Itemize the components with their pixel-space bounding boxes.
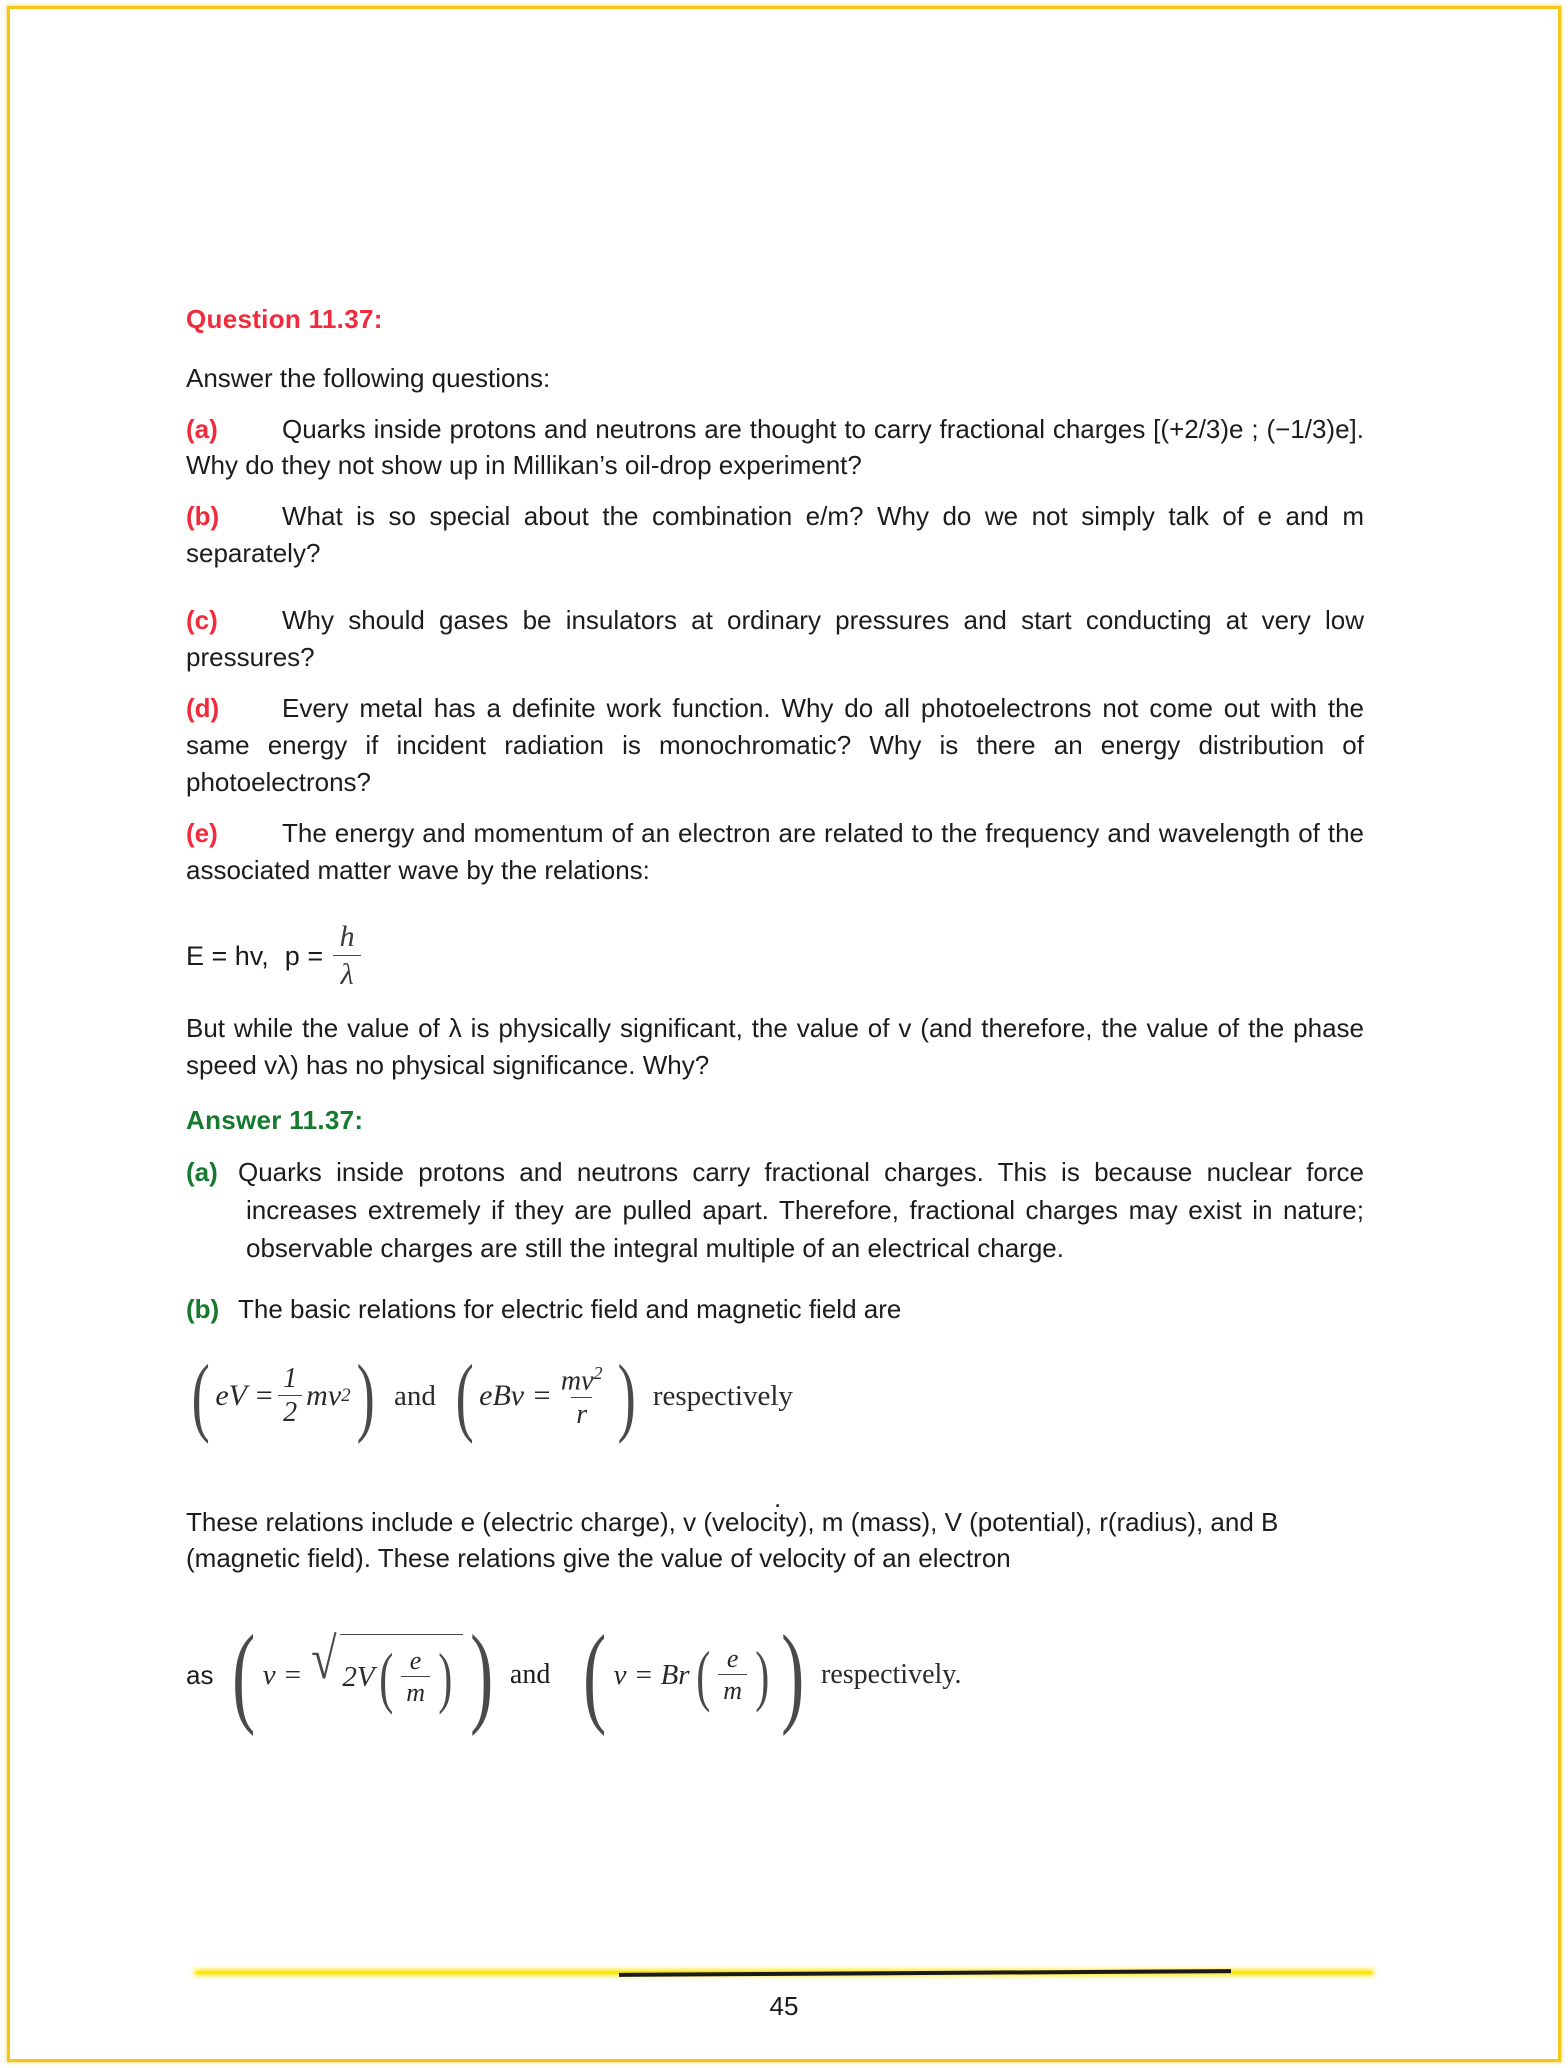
- question-text-a: Quarks inside protons and neutrons are thought to carry fractional charges [(+2/3)e ; (−1/3)e]. Why do they not show up in Millikan’s oil-drop experiment?: [186, 413, 1364, 481]
- answer-text-a: Quarks inside protons and neutrons carry fractional charges. This is because nuclear force increases extremely if they are pulled apart. Therefore, fractional charges may exist in nature; observable charges are still the integral multiple of an electrical charge.: [238, 1156, 1364, 1264]
- answer-marker-b: (b): [186, 1293, 220, 1324]
- fraction-numerator-1: 1: [283, 1363, 298, 1395]
- question-intro: Answer the following questions:: [186, 362, 551, 393]
- equation-v-lhs-2: v = Br: [613, 1658, 690, 1691]
- fraction-numerator-exponent: 2: [593, 1362, 603, 1383]
- fraction-h-over-lambda: [333, 922, 361, 990]
- question-marker-e: (e): [186, 817, 218, 848]
- page-number: 45: [769, 1991, 799, 2021]
- answer-item-b: [186, 1290, 1364, 1328]
- equation-root-coefficient: 2V: [342, 1660, 375, 1693]
- radical-icon: √: [311, 1625, 338, 1691]
- left-paren-inner-1-icon: (: [378, 1638, 393, 1715]
- stray-period: .: [774, 1483, 782, 1513]
- fraction-denominator-m-1: m: [401, 1676, 430, 1706]
- question-closing-text: But while the value of λ is physically significant, the value of v (and therefore, the value of the phase speed vλ) has no physical significance. Why?: [186, 1013, 1364, 1081]
- question-text-c: Why should gases be insulators at ordinary pressures and start conducting at very low pressures?: [186, 605, 1364, 673]
- fraction-numerator-h: h: [339, 920, 355, 954]
- question-text-b: What is so special about the combination e/m? Why do we not simply talk of e and m separately?: [186, 501, 1364, 569]
- fraction-denominator-lambda: λ: [333, 955, 361, 990]
- equation-ev-lhs: eV =: [215, 1379, 275, 1413]
- left-paren-2-icon: (: [455, 1347, 474, 1445]
- right-paren-4-icon: ): [780, 1612, 804, 1737]
- fraction-denominator-r: r: [571, 1397, 592, 1429]
- fraction-numerator-e-1: e: [409, 1646, 422, 1675]
- question-item-c: [186, 602, 1364, 676]
- equation-mv-exponent: 2: [341, 1385, 351, 1407]
- radicand: [340, 1634, 462, 1717]
- fraction-e-over-m-2: [718, 1646, 747, 1704]
- equation-conjunction-and-2: and: [509, 1659, 551, 1690]
- answer-item-a: [186, 1153, 1364, 1268]
- question-item-e: [186, 815, 1364, 889]
- question-marker-d: (d): [186, 692, 220, 723]
- question-text-d: Every metal has a definite work function. Why do all photoelectrons not come out with the same energy if incident radiation is monochromatic? Why is there an energy distribution of photoelectrons?: [186, 692, 1364, 797]
- equation-trailing-respectively-1: respectively: [652, 1379, 793, 1412]
- question-heading: Question 11.37:: [186, 304, 383, 334]
- question-marker-a: (a): [186, 413, 218, 444]
- equation-ebv-lhs: eBv =: [479, 1379, 552, 1413]
- equation-mv-term: mv: [306, 1379, 342, 1413]
- question-marker-c: (c): [186, 605, 218, 636]
- question-item-b: [186, 498, 1364, 572]
- left-paren-4-icon: (: [583, 1612, 607, 1737]
- fraction-numerator-mv: mv: [560, 1364, 594, 1396]
- question-item-d: [186, 690, 1364, 801]
- question-item-a: [186, 411, 1364, 485]
- question-text-e: The energy and momentum of an electron are related to the frequency and wavelength of the associated matter wave by the relations:: [186, 817, 1364, 885]
- answer-relations-paragraph: These relations include e (electric charge), v (velocity), m (mass), V (potential), r(radius), and B (magnetic field). These relations give the value of velocity of an electron: [186, 1506, 1279, 1573]
- equation-energy-lhs: E = hv,: [186, 940, 269, 971]
- equation-trailing-respectively-2: respectively.: [821, 1659, 962, 1690]
- fraction-numerator-mv2: [556, 1364, 608, 1397]
- right-paren-2-icon: ): [617, 1347, 636, 1445]
- equation-v-lhs-1: v =: [262, 1658, 303, 1691]
- right-paren-inner-2-icon: ): [755, 1636, 770, 1713]
- equation-velocity-relations: [186, 1611, 1364, 1740]
- fraction-numerator-e-2: e: [726, 1644, 739, 1673]
- left-paren-3-icon: (: [232, 1612, 256, 1737]
- equation-field-relations: [186, 1346, 1364, 1447]
- fraction-denominator-2: 2: [278, 1395, 302, 1427]
- equation-conjunction-and-1: and: [393, 1379, 436, 1412]
- fraction-mv2-over-r: [556, 1364, 608, 1429]
- left-paren-1-icon: (: [191, 1347, 210, 1445]
- equation-energy-momentum: [186, 922, 1364, 990]
- answer-marker-a: (a): [186, 1156, 218, 1187]
- page-content: [186, 305, 1364, 1740]
- equation-momentum-lhs: p =: [284, 940, 324, 971]
- footer-divider: [196, 1969, 1372, 1976]
- answer-text-b: The basic relations for electric field and magnetic field are: [238, 1293, 902, 1324]
- fraction-one-half: [278, 1365, 302, 1427]
- fraction-denominator-m-2: m: [718, 1674, 747, 1704]
- right-paren-1-icon: ): [356, 1347, 375, 1445]
- question-marker-b: (b): [186, 501, 220, 532]
- answer-heading: Answer 11.37:: [186, 1105, 364, 1136]
- right-paren-3-icon: ): [469, 1612, 493, 1737]
- fraction-e-over-m-1: [401, 1648, 430, 1706]
- left-paren-inner-2-icon: (: [695, 1636, 710, 1713]
- square-root-group: [308, 1625, 462, 1717]
- right-paren-inner-1-icon: ): [438, 1638, 453, 1715]
- equation-prefix-as: as: [186, 1659, 214, 1690]
